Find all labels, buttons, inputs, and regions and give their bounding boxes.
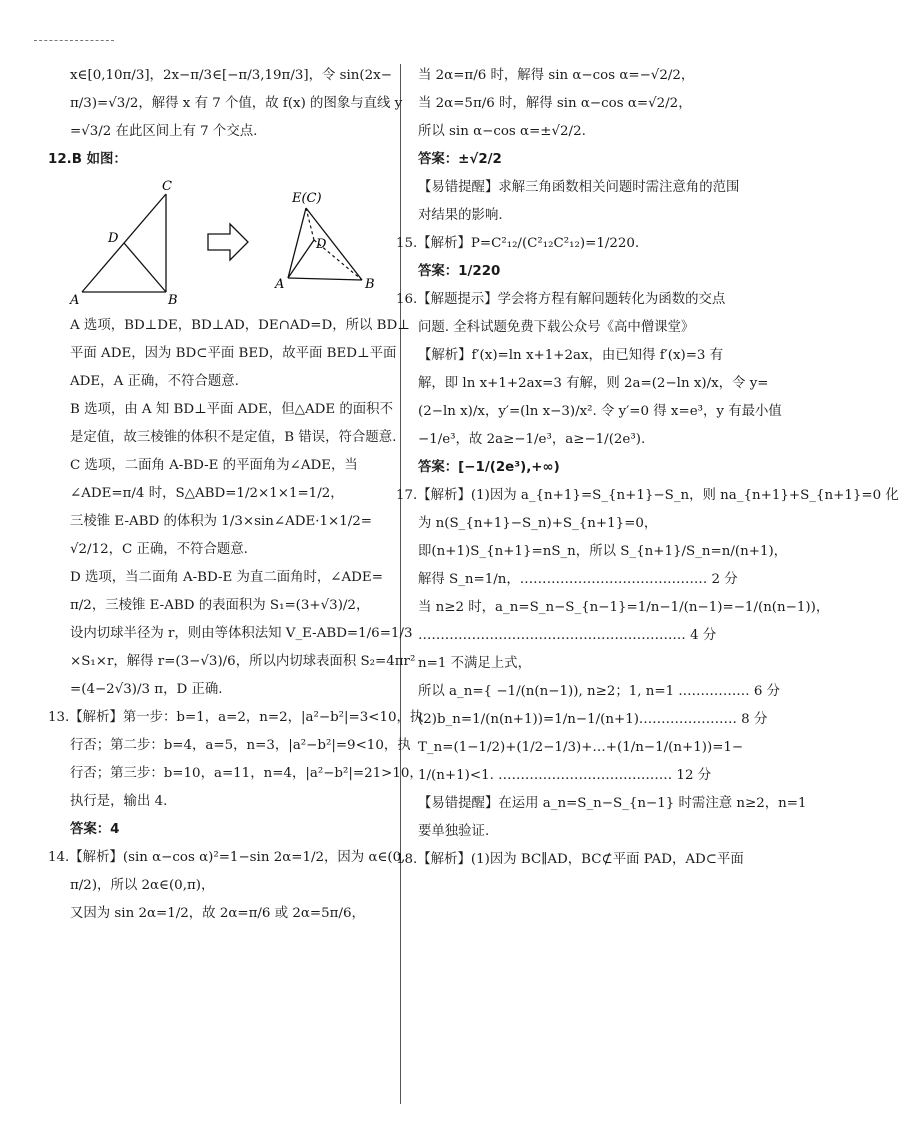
- arrow-icon: [208, 224, 248, 260]
- text-line: 是定值，故三棱锥的体积不是定值，B 错误，符合题意.: [70, 430, 397, 445]
- label-b: B: [168, 293, 178, 308]
- text-line: π/3)=√3/2，解得 x 有 7 个值，故 f(x) 的图象与直线 y: [70, 96, 403, 111]
- header-dash-line: [34, 40, 114, 41]
- text-line: C 选项，二面角 A-BD-E 的平面角为∠ADE，当: [70, 458, 358, 473]
- text-line: (2−ln x)/x，y′=(ln x−3)/x². 令 y′=0 得 x=e³，y 有最小值: [418, 404, 782, 419]
- text-line: …………………………………………………… 4 分: [418, 628, 717, 643]
- text-line: π/2)，所以 2α∈(0,π)，: [70, 878, 215, 893]
- error-tip: 【易错提醒】求解三角函数相关问题时需注意角的范围: [418, 180, 740, 195]
- label-d2: D: [316, 237, 327, 252]
- text-line: 平面 ADE，因为 BD⊂平面 BED，故平面 BED⊥平面: [70, 346, 397, 361]
- question-13-line: 13.【解析】第一步：b=1，a=2，n=2，|a²−b²|=3<10，执: [48, 710, 424, 725]
- text-line: 行否；第三步：b=10，a=11，n=4，|a²−b²|=21>10，: [70, 766, 423, 781]
- label-b2: B: [365, 277, 375, 292]
- label-c: C: [162, 179, 172, 194]
- question-15-line: 15.【解析】P=C²₁₂/(C²₁₂C²₁₂)=1/220.: [396, 236, 640, 251]
- text-line: T_n=(1−1/2)+(1/2−1/3)+…+(1/n−1/(n+1))=1−: [418, 740, 744, 755]
- question-17-line: 17.【解析】(1)因为 a_{n+1}=S_{n+1}−S_n，则 na_{n+1}+S_{n+1}=0 化: [396, 488, 899, 503]
- right-column: [396, 62, 899, 874]
- text-line: A 选项，BD⊥DE，BD⊥AD，DE∩AD=D，所以 BD⊥: [70, 318, 410, 333]
- answer-16: 答案：[−1/(2e³),+∞): [418, 460, 560, 475]
- text-line: 执行是，输出 4.: [70, 794, 168, 809]
- text-line: 当 2α=5π/6 时，解得 sin α−cos α=√2/2，: [418, 96, 692, 111]
- text-line: 所以 a_n={ −1/(n(n−1)), n≥2；1, n=1 .…………… 6 分: [418, 684, 781, 699]
- text-line: 解，即 ln x+1+2ax=3 有解，则 2a=(2−ln x)/x，令 y=: [418, 376, 769, 391]
- text-line: x∈[0,10π/3]，2x−π/3∈[−π/3,19π/3]，令 sin(2x−: [70, 68, 392, 83]
- left-column: [48, 62, 424, 928]
- label-d: D: [108, 231, 119, 246]
- text-line: 解得 S_n=1/n，…………………………………… 2 分: [418, 572, 738, 587]
- edge-ae: [288, 208, 306, 278]
- diagram-svg: [70, 178, 390, 306]
- label-a: A: [70, 293, 80, 308]
- text-line: 【解析】f′(x)=ln x+1+2ax，由已知得 f′(x)=3 有: [418, 348, 724, 363]
- text-line: 当 2α=π/6 时，解得 sin α−cos α=−√2/2，: [418, 68, 695, 83]
- text-line: 设内切球半径为 r，则由等体积法知 V_E-ABD=1/6=1/3: [70, 626, 413, 641]
- answer-13: 答案：4: [70, 822, 120, 837]
- text-line: =(4−2√3)/3 π，D 正确.: [70, 682, 223, 697]
- text-line: 行否；第二步：b=4，a=5，n=3，|a²−b²|=9<10，执: [70, 738, 411, 753]
- label-a2: A: [275, 277, 285, 292]
- text-line: ∠ADE=π/4 时，S△ABD=1/2×1×1=1/2，: [70, 486, 344, 501]
- label-ec: E(C): [292, 191, 322, 206]
- text-line: −1/e³，故 2a≥−1/e³，a≥−1/(2e³).: [418, 432, 646, 447]
- edge-db: [124, 243, 166, 292]
- text-line: 即(n+1)S_{n+1}=nS_n，所以 S_{n+1}/S_n=n/(n+1)，: [418, 544, 788, 559]
- text-line: 要单独验证.: [418, 824, 490, 839]
- question-12-head: [48, 146, 390, 174]
- text-line: ×S₁×r，解得 r=(3−√3)/6，所以内切球表面积 S₂=4πr²: [70, 654, 416, 669]
- text-line: √2/12，C 正确，不符合题意.: [70, 542, 248, 557]
- text-line: 又因为 sin 2α=1/2，故 2α=π/6 或 2α=5π/6，: [70, 906, 365, 921]
- edge-eb: [306, 208, 362, 280]
- geometry-diagram: [70, 178, 390, 306]
- answer-15: 答案：1/220: [418, 264, 501, 279]
- question-18-line: 18.【解析】(1)因为 BC∥AD，BC⊄平面 PAD，AD⊂平面: [396, 852, 744, 867]
- text-line: B 选项，由 A 知 BD⊥平面 ADE，但△ADE 的面积不: [70, 402, 393, 417]
- text-line: =√3/2 在此区间上有 7 个交点.: [70, 124, 258, 139]
- text-line: ADE，A 正确，不符合题意.: [70, 374, 239, 389]
- answer-14: 答案：±√2/2: [418, 152, 502, 167]
- question-14-line: 14.【解析】(sin α−cos α)²=1−sin 2α=1/2，因为 α∈(0,: [48, 850, 406, 865]
- text-line: 对结果的影响.: [418, 208, 503, 223]
- edge-ad: [288, 240, 314, 278]
- column-divider: [400, 64, 401, 1104]
- text-line: 所以 sin α−cos α=±√2/2.: [418, 124, 586, 139]
- question-number: 12.B 如图：: [48, 152, 127, 167]
- text-line: 当 n≥2 时，a_n=S_n−S_{n−1}=1/n−1/(n−1)=−1/(n(n−1))，: [418, 600, 830, 615]
- text-line: 问题. 全科试题免费下载公众号《高中僧课堂》: [418, 320, 695, 335]
- question-16-line: 16.【解题提示】学会将方程有解问题转化为函数的交点: [396, 292, 726, 307]
- text-line: D 选项，当二面角 A-BD-E 为直二面角时，∠ADE=: [70, 570, 383, 585]
- text-line: n=1 不满足上式，: [418, 656, 531, 671]
- text-line: (2)b_n=1/(n(n+1))=1/n−1/(n+1).………………… 8 分: [418, 712, 768, 727]
- edge-ab2: [288, 278, 362, 280]
- text-line: 1/(n+1)<1. ………………………………… 12 分: [418, 768, 712, 783]
- text-line: 三棱锥 E-ABD 的体积为 1/3×sin∠ADE·1×1/2=: [70, 514, 373, 529]
- text-line: π/2，三棱锥 E-ABD 的表面积为 S₁=(3+√3)/2，: [70, 598, 370, 613]
- error-tip: 【易错提醒】在运用 a_n=S_n−S_{n−1} 时需注意 n≥2，n=1: [418, 796, 807, 811]
- text-line: 为 n(S_{n+1}−S_n)+S_{n+1}=0，: [418, 516, 658, 531]
